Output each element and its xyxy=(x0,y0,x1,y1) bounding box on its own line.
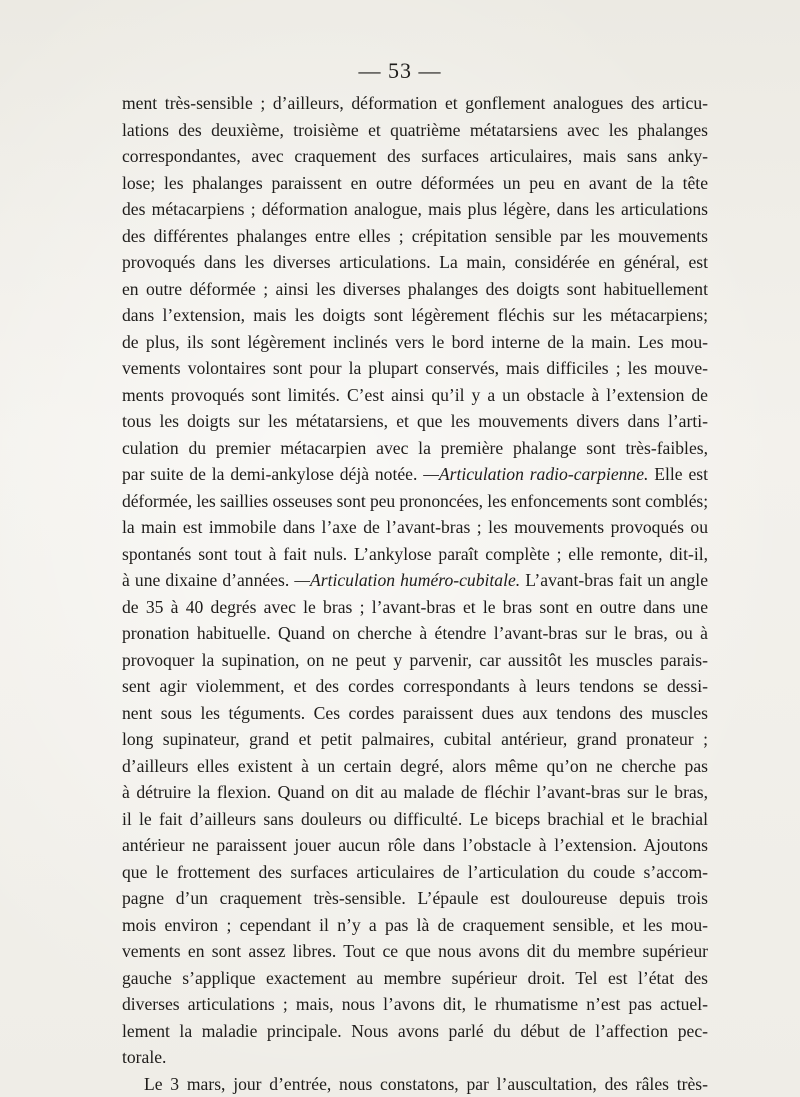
text-run: dans l’extension, mais les doigts sont légèrement fléchis sur les métacarpiens; xyxy=(122,305,708,325)
text-run: long supinateur, grand et petit palmaires, cubital antérieur, grand pronateur ; xyxy=(122,729,708,749)
text-line xyxy=(122,567,708,594)
text-line xyxy=(122,885,708,912)
text-run: antérieur ne paraissent jouer aucun rôle dans l’obstacle à l’extension. Ajoutons xyxy=(122,835,708,855)
text-line xyxy=(122,435,708,462)
text-run: par suite de la demi-ankylose déjà notée. xyxy=(122,464,424,484)
text-line xyxy=(122,223,708,250)
text-line xyxy=(122,912,708,939)
text-line xyxy=(122,700,708,727)
text-line xyxy=(122,488,708,515)
text-run: diverses articulations ; mais, nous l’avons dit, le rhumatisme n’est pas actuel- xyxy=(122,994,708,1014)
body-text xyxy=(122,90,708,1097)
text-run: des différentes phalanges entre elles ; crépitation sensible par les mouvements xyxy=(122,225,708,246)
text-line xyxy=(122,170,708,197)
text-run: ments provoqués sont limités. C’est ainsi qu’il y a un obstacle à l’extension de xyxy=(122,384,708,405)
text-run: de plus, ils sont légèrement inclinés vers le bord interne de la main. Les mou- xyxy=(122,331,708,352)
text-run: mois environ ; cependant il n’y a pas là de craquement sensible, et les mou- xyxy=(122,914,708,935)
text-line xyxy=(122,753,708,780)
text-line xyxy=(122,90,708,117)
text-line xyxy=(122,1071,708,1097)
page-number: — 53 — xyxy=(358,58,442,83)
text-run: en outre déformée ; ainsi les diverses phalanges des doigts sont habituellement xyxy=(122,278,708,299)
text-run: provoqués dans les diverses articulations. La main, considérée en général, est xyxy=(122,252,708,272)
text-line xyxy=(122,117,708,144)
text-run: que le frottement des surfaces articulaires de l’articulation du coude s’accom- xyxy=(122,861,708,882)
text-line xyxy=(122,355,708,382)
text-run: pronation habituelle. Quand on cherche à étendre l’avant-bras sur le bras, ou à xyxy=(122,623,708,643)
text-run: d’ailleurs elles existent à un certain degré, alors même qu’on ne cherche pas xyxy=(122,755,708,776)
text-line xyxy=(122,408,708,435)
text-run: tous les doigts sur les métatarsiens, et que les mouvements divers dans l’arti- xyxy=(122,411,708,431)
text-line xyxy=(122,726,708,753)
text-run: Le 3 mars, jour d’entrée, nous constatons, par l’auscultation, des râles très- xyxy=(144,1073,708,1094)
text-line xyxy=(122,806,708,833)
text-run: vements volontaires sont pour la plupart conservés, mais difficiles ; les mouve- xyxy=(122,358,708,378)
text-line xyxy=(122,647,708,674)
text-line xyxy=(122,541,708,568)
text-run: gauche s’applique exactement au membre supérieur droit. Tel est l’état des xyxy=(122,967,708,988)
text-run: ment très-sensible ; d’ailleurs, déformation et gonflement analogues des articu- xyxy=(122,93,708,113)
text-run: correspondantes, avec craquement des surfaces articulaires, mais sans anky- xyxy=(122,146,708,166)
text-line xyxy=(122,965,708,992)
text-line xyxy=(122,1044,708,1071)
text-run: provoquer la supination, on ne peut y parvenir, car aussitôt les muscles parais- xyxy=(122,649,708,670)
text-line xyxy=(122,382,708,409)
text-run: lose; les phalanges paraissent en outre déformées un peu en avant de la tête xyxy=(122,172,708,193)
text-run: vements en sont assez libres. Tout ce que nous avons dit du membre supérieur xyxy=(122,941,708,961)
text-line xyxy=(122,779,708,806)
text-run: à une dixaine d’années. xyxy=(122,570,295,590)
text-run: il le fait d’ailleurs sans douleurs ou difficulté. Le biceps brachial et le brachial xyxy=(122,808,708,829)
italic-heading: —Articulation huméro-cubitale. xyxy=(294,570,521,590)
text-run: lations des deuxième, troisième et quatrième métatarsiens avec les phalanges xyxy=(122,119,708,140)
text-run: à détruire la flexion. Quand on dit au malade de fléchir l’avant-bras sur le bras, xyxy=(122,782,708,802)
italic-heading: —Articulation radio-carpienne. xyxy=(423,464,649,484)
text-run: déformée, les saillies osseuses sont peu prononcées, les enfoncements sont comblés; xyxy=(122,490,708,511)
text-line xyxy=(122,514,708,541)
text-line xyxy=(122,594,708,621)
text-run: spontanés sont tout à fait nuls. L’ankylose paraît complète ; elle remonte, dit-il, xyxy=(122,543,708,564)
text-line xyxy=(122,991,708,1018)
text-run: lement la maladie principale. Nous avons parlé du début de l’affection pec- xyxy=(122,1020,708,1041)
text-line xyxy=(122,461,708,488)
text-run: nent sous les téguments. Ces cordes paraissent dues aux tendons des muscles xyxy=(122,702,708,723)
text-line xyxy=(122,196,708,223)
text-run: L’avant-bras fait un angle xyxy=(520,570,708,590)
text-run: des métacarpiens ; déformation analogue, mais plus légère, dans les articulations xyxy=(122,199,708,219)
text-line xyxy=(122,859,708,886)
text-run: torale. xyxy=(122,1047,167,1067)
text-run: culation du premier métacarpien avec la première phalange sont très-faibles, xyxy=(122,437,708,458)
text-line xyxy=(122,620,708,647)
text-run: pagne d’un craquement très-sensible. L’épaule est douloureuse depuis trois xyxy=(122,888,708,908)
text-line xyxy=(122,673,708,700)
text-line xyxy=(122,329,708,356)
text-run: de 35 à 40 degrés avec le bras ; l’avant-bras et le bras sont en outre dans une xyxy=(122,596,708,617)
text-line xyxy=(122,143,708,170)
text-line xyxy=(122,1018,708,1045)
text-line xyxy=(122,832,708,859)
text-line xyxy=(122,276,708,303)
text-run: la main est immobile dans l’axe de l’avant-bras ; les mouvements provoqués ou xyxy=(122,517,708,537)
text-run: sent agir violemment, et des cordes correspondants à leurs tendons se dessi- xyxy=(122,676,708,696)
text-line xyxy=(122,249,708,276)
text-run: Elle est xyxy=(648,464,708,484)
text-line xyxy=(122,302,708,329)
text-line xyxy=(122,938,708,965)
